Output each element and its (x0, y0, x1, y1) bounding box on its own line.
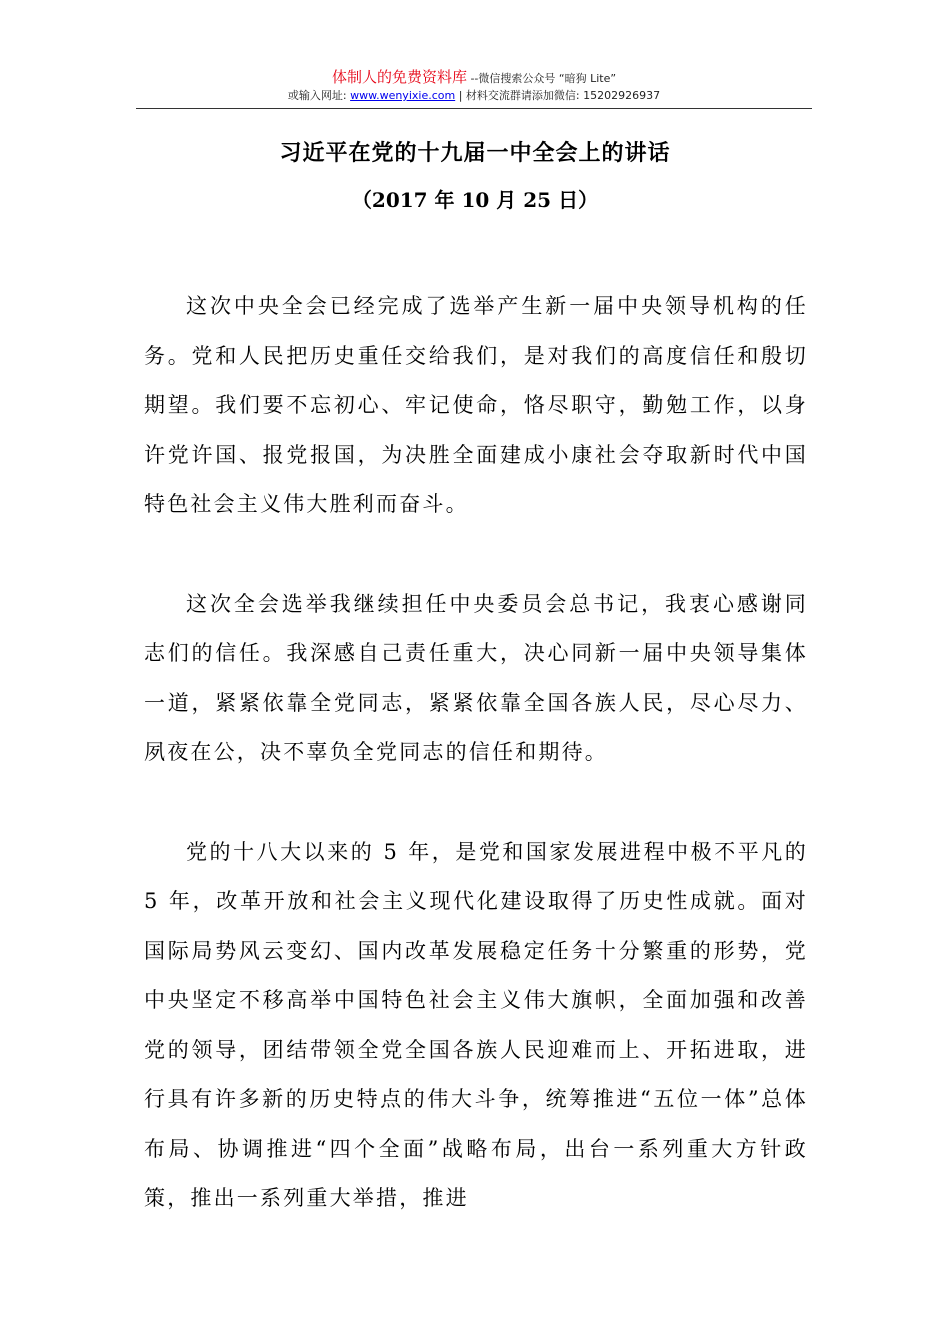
header-line-2 (136, 88, 812, 104)
header-line-1 (136, 68, 812, 88)
header-contact: | 材料交流群请添加微信: 15202926937 (455, 89, 661, 102)
website-link[interactable]: www.wenyixie.com (350, 89, 456, 102)
paragraph: 党的十八大以来的 5 年，是党和国家发展进程中极不平凡的 5 年，改革开放和社会主义现代化建设取得了历史性成就。面对国际局势风云变幻、国内改革发展稳定任务十分繁重的形势，党中央坚定不移高举中国特色社会主义伟大旗帜，全面加强和改善党的领导，团结带领全党全国各族人民迎难而上、开拓进取，进行具有许多新的历史特点的伟大斗争，统筹推进“五位一体”总体布局、协调推进“四个全面”战略布局，出台一系列重大方针政策，推出一系列重大举措，推进 (144, 839, 808, 1210)
document-date: （2017 年 10 月 25 日） (351, 188, 599, 212)
header-url-prefix: 或输入网址: (287, 89, 351, 102)
document-title: 习近平在党的十九届一中全会上的讲话 (279, 140, 671, 166)
paragraph: 这次全会选举我继续担任中央委员会总书记，我衷心感谢同志们的信任。我深感自己责任重大，决心同新一届中央领导集体一道，紧紧依靠全党同志，紧紧依靠全国各族人民，尽心尽力、夙夜在公，决不辜负全党同志的信任和期待。 (144, 591, 808, 764)
page-header (136, 68, 812, 104)
paragraph: 这次中央全会已经完成了选举产生新一届中央领导机构的任务。党和人民把历史重任交给我们，是对我们的高度信任和殷切期望。我们要不忘初心、牢记使命，恪尽职守，勤勉工作，以身许党许国、报党报国，为决胜全面建成小康社会夺取新时代中国特色社会主义伟大胜利而奋斗。 (144, 294, 808, 516)
header-divider (136, 108, 812, 109)
document-body (144, 282, 808, 1274)
header-tagline: --微信搜索公众号 “暗狗 Lite” (466, 72, 617, 85)
header-brand: 体制人的免费资料库 (331, 68, 467, 86)
